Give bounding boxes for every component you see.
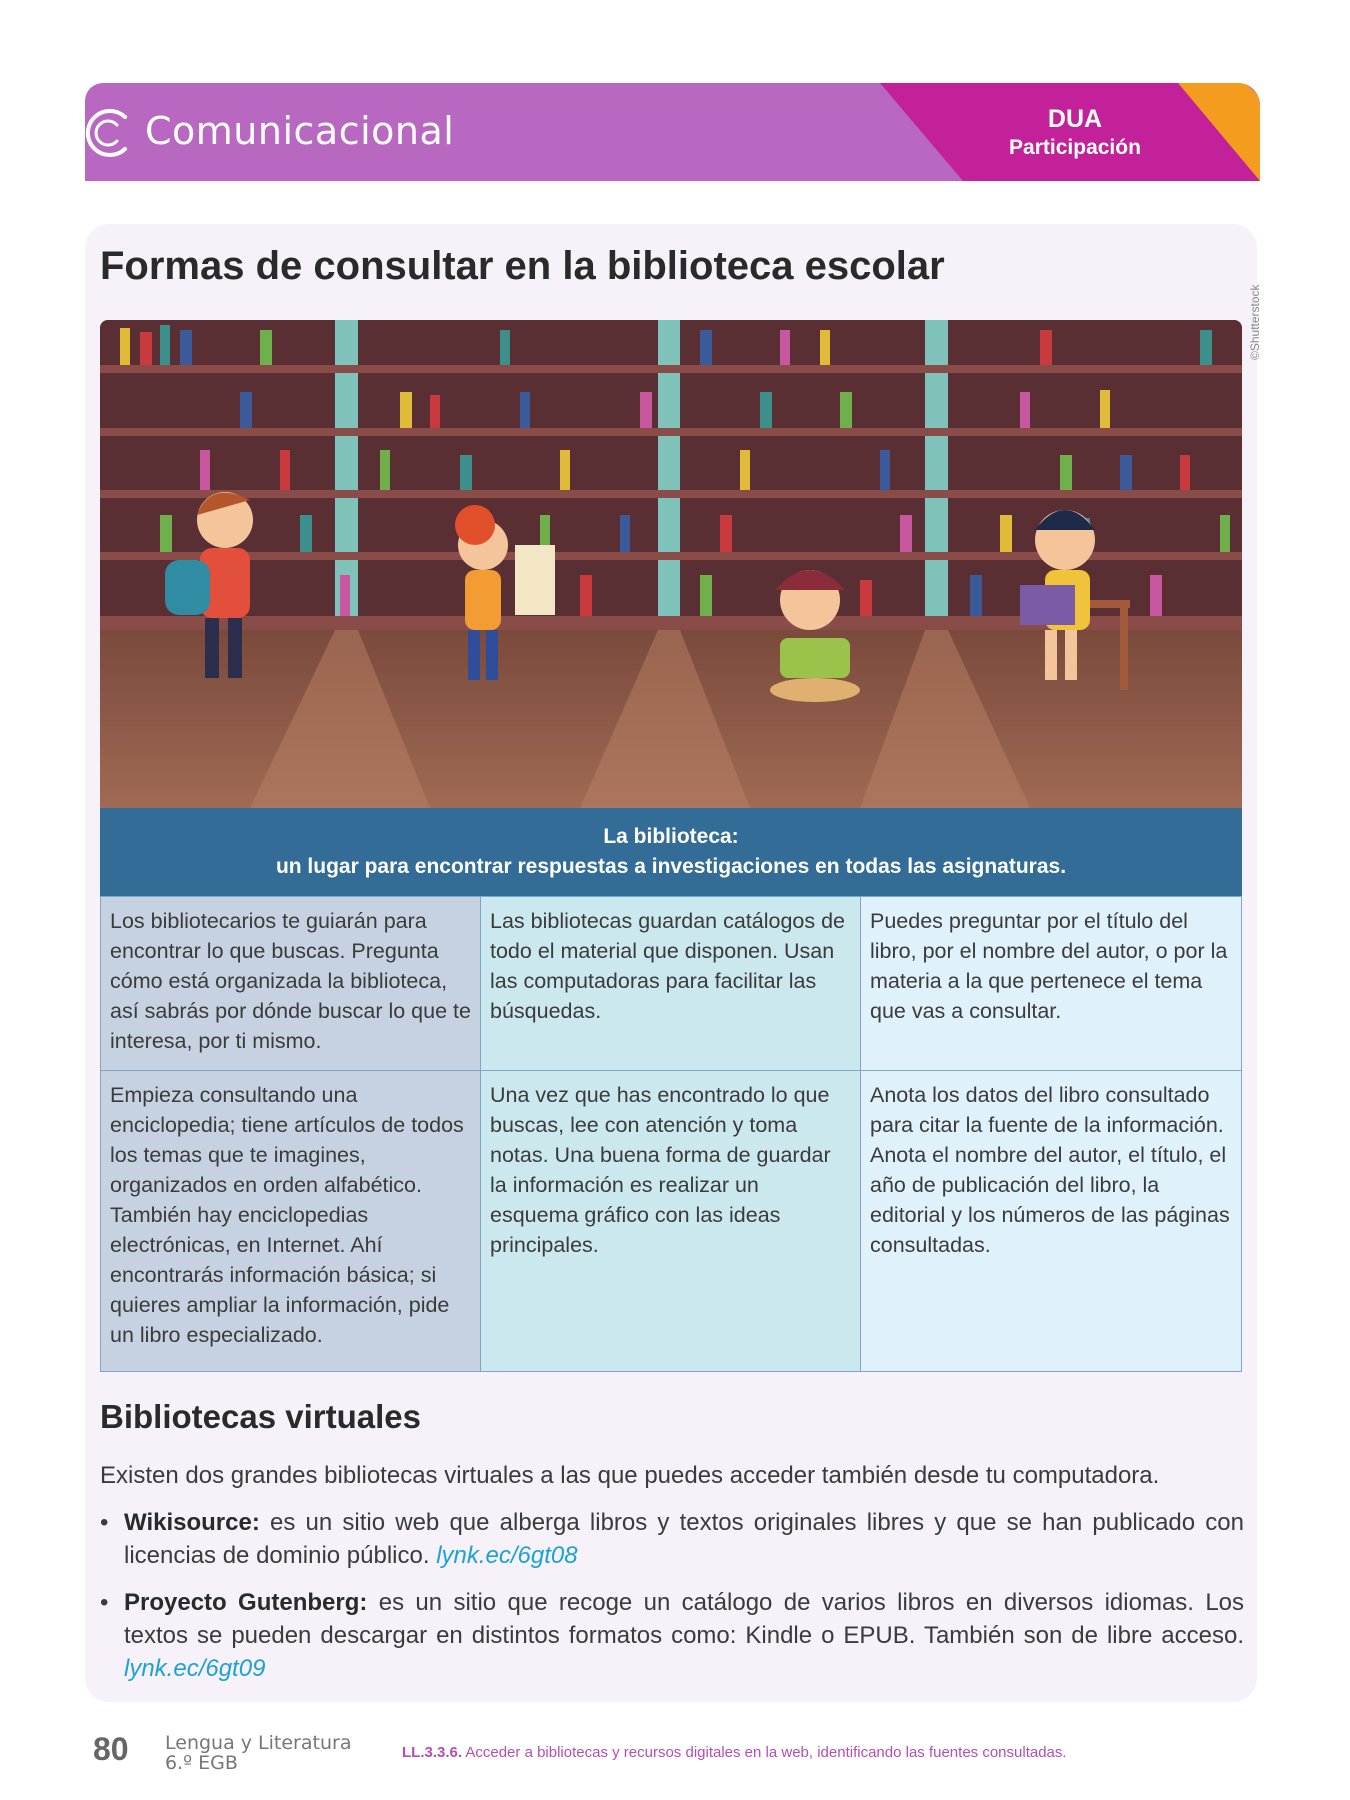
library-name: Proyecto Gutenberg:	[124, 1589, 368, 1616]
table-cell: Empieza consultando una enciclopedia; tiene artículos de todos los temas que te imagines, organizados en orden alfabético. También hay enciclopedias electrónicas, en Internet. Ahí encontrarás información básica; si quieres ampliar la información, pide un libro especializado.	[100, 1070, 481, 1372]
grade-label: 6.º EGB	[165, 1752, 238, 1774]
dua-label: DUA	[1047, 105, 1103, 133]
footer-subject	[165, 1733, 351, 1773]
skill-text: Acceder a bibliotecas y recursos digitales en la web, identificando las fuentes consultadas.	[462, 1744, 1067, 1761]
image-credit: ©Shutterstock	[1248, 284, 1262, 360]
library-description: es un sitio web que alberga libros y textos originales libres y que se han publicado con licencias de dominio público.	[124, 1509, 1244, 1569]
skill-descriptor	[402, 1744, 1067, 1761]
dua-sublabel: Participación	[1009, 136, 1141, 159]
list-item	[100, 1586, 1244, 1685]
table-header-line-1: La biblioteca:	[603, 825, 739, 848]
table-header	[100, 808, 1242, 896]
library-link[interactable]: lynk.ec/6gt08	[436, 1542, 578, 1569]
table-cell: Anota los datos del libro consultado para citar la fuente de la información. Anota el nombre del autor, el título, el año de publicación del libro, la editorial y los números de las páginas consultadas.	[860, 1070, 1242, 1372]
page-title: Formas de consultar en la biblioteca escolar	[100, 244, 945, 288]
table-cell: Los bibliotecarios te guiarán para encontrar lo que buscas. Pregunta cómo está organizada la biblioteca, así sabrás por dónde buscar lo que te interesa, por ti mismo.	[100, 896, 481, 1071]
library-scene-image	[100, 320, 1242, 808]
library-illustration	[100, 320, 1242, 808]
table-cell: Una vez que has encontrado lo que buscas, lee con atención y toma notas. Una buena forma de guardar la información es realizar un esquema gráfico con las ideas principales.	[480, 1070, 861, 1372]
comunicacional-logo-icon	[85, 105, 135, 161]
table-cell: Puedes preguntar por el título del libro, por el nombre del autor, o por la materia a la que pertenece el tema que vas a consultar.	[860, 896, 1242, 1071]
bullet-icon: •	[100, 1589, 109, 1616]
list-item	[100, 1506, 1244, 1572]
skill-code: LL.3.3.6.	[402, 1744, 463, 1761]
library-description: es un sitio que recoge un catálogo de varios libros en diversos idiomas. Los textos se pueden descargar en distintos formatos como: Kindle o EPUB. También son de libre acceso.	[124, 1589, 1245, 1649]
library-link[interactable]: lynk.ec/6gt09	[124, 1655, 266, 1682]
intro-paragraph: Existen dos grandes bibliotecas virtuales a las que puedes acceder también desde tu computadora.	[100, 1462, 1160, 1489]
page-number: 80	[93, 1731, 129, 1767]
table-header-line-2: un lugar para encontrar respuestas a investigaciones en todas las asignaturas.	[275, 855, 1067, 878]
bullet-icon: •	[100, 1509, 109, 1536]
library-name: Wikisource:	[124, 1509, 260, 1536]
header-banner	[85, 83, 1260, 181]
section-title: Comunicacional	[145, 109, 455, 153]
table-cell: Las bibliotecas guardan catálogos de todo el material que disponen. Usan las computadoras para facilitar las búsquedas.	[480, 896, 861, 1071]
subsection-title: Bibliotecas virtuales	[100, 1398, 421, 1435]
subject-name: Lengua y Literatura	[165, 1732, 352, 1754]
